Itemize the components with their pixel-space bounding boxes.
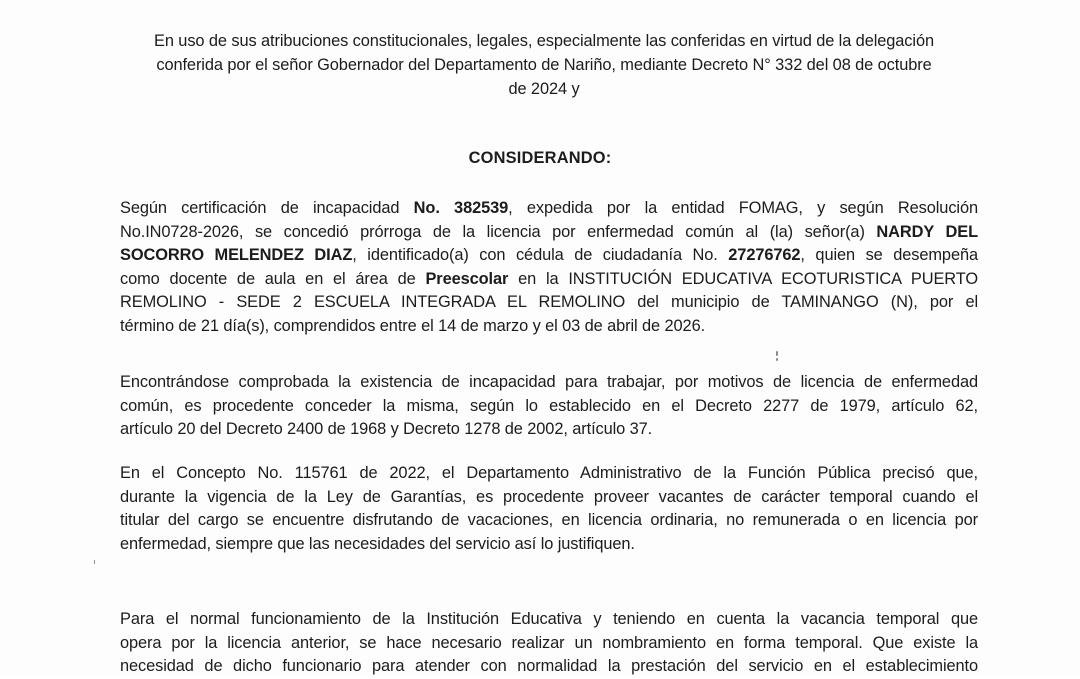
text-run: , quien se desempeña xyxy=(800,246,978,264)
id-number: 27276762 xyxy=(728,246,801,264)
person-name-part: SOCORRO MELENDEZ DIAZ xyxy=(120,246,353,264)
paragraph-line xyxy=(120,268,978,292)
text-run: como docente de aula en el área de xyxy=(120,269,426,288)
paragraph-incapacity-proven xyxy=(120,371,978,442)
scan-speck xyxy=(776,358,778,361)
certificate-number: No. 382539 xyxy=(413,199,509,217)
text-run: , expedida por la entidad FOMAG, y según Resolución xyxy=(508,199,978,217)
scan-speck xyxy=(776,351,778,356)
paragraph-line: enfermedad, siempre que las necesidades del servicio así lo justifiquen. xyxy=(120,534,635,553)
area-name: Preescolar xyxy=(425,269,509,288)
paragraph-line xyxy=(120,197,978,221)
paragraph-line: En el Concepto No. 115761 de 2022, el Departamento Administrativo de la Función Pública precisó que, xyxy=(120,464,978,482)
paragraph-concepto xyxy=(120,462,978,556)
paragraph-line: titular del cargo se encuentre disfrutando de vacaciones, en licencia ordinaria, no remunerada o en licencia por xyxy=(120,511,978,529)
paragraph-line: Para el normal funcionamiento de la Institución Educativa y teniendo en cuenta la vacancia temporal que xyxy=(120,610,978,628)
text-run: en la INSTITUCIÓN EDUCATIVA ECOTURISTICA PUERTO xyxy=(508,269,978,288)
text-run: , identificado(a) con cédula de ciudadanía No. xyxy=(352,246,729,264)
paragraph-line: durante la vigencia de la Ley de Garantías, es procedente proveer vacantes de carácter temporal cuando el xyxy=(120,487,978,506)
scan-speck xyxy=(94,560,95,564)
paragraph-line: común, es procedente conceder la misma, según lo establecido en el Decreto 2277 de 1979, artículo 62, xyxy=(120,396,978,415)
intro-line: de 2024 y xyxy=(508,80,580,98)
intro-paragraph xyxy=(110,29,978,101)
paragraph-line: opera por la licencia anterior, se hace necesario realizar un nombramiento en forma temporal. Que existe la xyxy=(120,633,978,652)
intro-line: En uso de sus atribuciones constitucionales, legales, especialmente las conferidas en virtud de la delegación xyxy=(154,32,934,50)
considerando-heading: CONSIDERANDO: xyxy=(468,149,612,167)
paragraph-normal-functioning xyxy=(120,608,978,679)
text-run: No.IN0728-2026, se concedió prórroga de la licencia por enfermedad común al (la) señor(a) xyxy=(120,222,877,241)
text-run: Según certificación de incapacidad xyxy=(120,199,414,217)
paragraph-incapacity-certification xyxy=(120,197,978,338)
paragraph-line: artículo 20 del Decreto 2400 de 1968 y Decreto 1278 de 2002, artículo 37. xyxy=(120,420,653,438)
paragraph-line: REMOLINO - SEDE 2 ESCUELA INTEGRADA EL REMOLINO del municipio de TAMINANGO (N), por el xyxy=(120,293,978,311)
paragraph-line xyxy=(120,221,978,245)
person-name-part: NARDY DEL xyxy=(876,222,978,241)
paragraph-line: Encontrándose comprobada la existencia de incapacidad para trabajar, por motivos de licencia de enfermedad xyxy=(120,373,978,391)
paragraph-line xyxy=(120,244,978,268)
paragraph-line: término de 21 día(s), comprendidos entre el 14 de marzo y el 03 de abril de 2026. xyxy=(120,316,706,335)
intro-line: conferida por el señor Gobernador del Departamento de Nariño, mediante Decreto N° 332 del 08 de octubre xyxy=(156,56,932,74)
paragraph-line: necesidad de dicho funcionario para atender con normalidad la prestación del servicio en el establecimiento xyxy=(120,657,978,675)
